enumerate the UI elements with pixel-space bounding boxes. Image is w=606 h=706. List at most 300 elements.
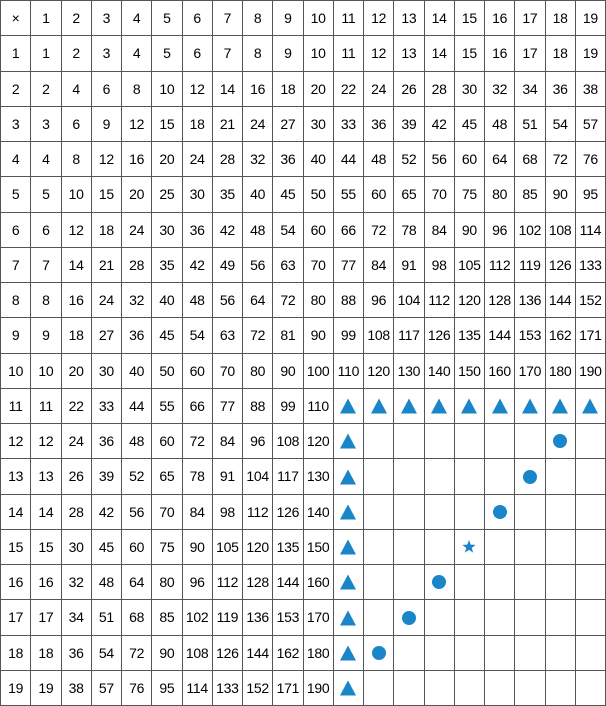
product-cell: 36 xyxy=(91,424,121,459)
product-cell xyxy=(333,670,363,705)
product-cell xyxy=(394,565,424,600)
product-cell: 102 xyxy=(515,212,545,247)
row-header: 8 xyxy=(1,283,31,318)
product-cell: 108 xyxy=(182,635,212,670)
triangle-icon xyxy=(339,503,357,521)
product-cell: 102 xyxy=(182,600,212,635)
product-cell: 45 xyxy=(91,529,121,564)
product-cell: 60 xyxy=(364,177,394,212)
product-cell: 112 xyxy=(424,283,454,318)
product-cell: 72 xyxy=(182,424,212,459)
product-cell: 110 xyxy=(333,353,363,388)
product-cell: 80 xyxy=(152,565,182,600)
row-header: 6 xyxy=(1,212,31,247)
product-cell: 36 xyxy=(61,635,91,670)
product-cell xyxy=(545,424,575,459)
product-cell: 16 xyxy=(485,36,515,71)
product-cell: 60 xyxy=(303,212,333,247)
product-cell: 51 xyxy=(515,106,545,141)
product-cell: 144 xyxy=(243,635,273,670)
product-cell xyxy=(515,600,545,635)
product-cell: 77 xyxy=(333,247,363,282)
circle-icon xyxy=(491,503,509,521)
product-cell: 14 xyxy=(424,36,454,71)
row-header: 2 xyxy=(1,71,31,106)
product-cell xyxy=(545,529,575,564)
product-cell: 128 xyxy=(485,283,515,318)
table-row xyxy=(1,459,606,494)
product-cell: 6 xyxy=(31,212,61,247)
product-cell xyxy=(515,424,545,459)
product-cell: 70 xyxy=(303,247,333,282)
product-cell: 77 xyxy=(212,388,242,423)
product-cell xyxy=(545,565,575,600)
product-cell xyxy=(454,388,484,423)
row-header: 12 xyxy=(1,424,31,459)
product-cell: 150 xyxy=(454,353,484,388)
product-cell: 2 xyxy=(31,71,61,106)
product-cell xyxy=(575,529,605,564)
product-cell: 45 xyxy=(454,106,484,141)
product-cell: 84 xyxy=(182,494,212,529)
product-cell: 15 xyxy=(152,106,182,141)
product-cell: 48 xyxy=(122,424,152,459)
product-cell: 42 xyxy=(91,494,121,529)
product-cell xyxy=(424,670,454,705)
row-header: 1 xyxy=(1,36,31,71)
product-cell: 126 xyxy=(273,494,303,529)
product-cell: 32 xyxy=(485,71,515,106)
corner-cell: × xyxy=(1,1,31,36)
product-cell xyxy=(545,494,575,529)
product-cell: 45 xyxy=(273,177,303,212)
product-cell: 8 xyxy=(122,71,152,106)
product-cell xyxy=(424,565,454,600)
product-cell: 99 xyxy=(273,388,303,423)
product-cell: 180 xyxy=(545,353,575,388)
product-cell xyxy=(364,565,394,600)
triangle-icon xyxy=(581,397,599,415)
product-cell: 9 xyxy=(273,36,303,71)
column-header: 5 xyxy=(152,1,182,36)
product-cell: 6 xyxy=(91,71,121,106)
product-cell xyxy=(394,494,424,529)
row-header: 14 xyxy=(1,494,31,529)
product-cell: 16 xyxy=(61,283,91,318)
product-cell xyxy=(545,670,575,705)
product-cell xyxy=(575,459,605,494)
product-cell: 28 xyxy=(61,494,91,529)
product-cell: 42 xyxy=(424,106,454,141)
product-cell: 9 xyxy=(91,106,121,141)
product-cell: 171 xyxy=(273,670,303,705)
product-cell: 54 xyxy=(273,212,303,247)
product-cell xyxy=(454,459,484,494)
product-cell: 85 xyxy=(515,177,545,212)
product-cell: 35 xyxy=(152,247,182,282)
product-cell: 90 xyxy=(182,529,212,564)
product-cell: 72 xyxy=(122,635,152,670)
column-header: 1 xyxy=(31,1,61,36)
table-row xyxy=(1,71,606,106)
product-cell: 4 xyxy=(61,71,91,106)
product-cell xyxy=(515,635,545,670)
table-row xyxy=(1,600,606,635)
product-cell: 72 xyxy=(364,212,394,247)
product-cell xyxy=(485,459,515,494)
product-cell: 120 xyxy=(454,283,484,318)
product-cell: 130 xyxy=(394,353,424,388)
product-cell: 28 xyxy=(122,247,152,282)
product-cell xyxy=(485,600,515,635)
triangle-icon xyxy=(339,432,357,450)
product-cell: 24 xyxy=(364,71,394,106)
product-cell: 52 xyxy=(122,459,152,494)
product-cell: 34 xyxy=(515,71,545,106)
product-cell: 144 xyxy=(485,318,515,353)
product-cell: 133 xyxy=(575,247,605,282)
product-cell: 190 xyxy=(575,353,605,388)
product-cell: 72 xyxy=(243,318,273,353)
product-cell: 18 xyxy=(31,635,61,670)
column-header: 19 xyxy=(575,1,605,36)
table-row xyxy=(1,247,606,282)
triangle-icon xyxy=(491,397,509,415)
product-cell: 119 xyxy=(212,600,242,635)
product-cell: 39 xyxy=(394,106,424,141)
product-cell xyxy=(424,424,454,459)
product-cell: 4 xyxy=(31,142,61,177)
product-cell: 95 xyxy=(152,670,182,705)
product-cell: 63 xyxy=(273,247,303,282)
product-cell: 32 xyxy=(61,565,91,600)
product-cell: 64 xyxy=(485,142,515,177)
product-cell: 104 xyxy=(243,459,273,494)
product-cell: 133 xyxy=(212,670,242,705)
product-cell xyxy=(424,529,454,564)
table-row xyxy=(1,177,606,212)
product-cell xyxy=(575,635,605,670)
triangle-icon xyxy=(339,609,357,627)
product-cell: 12 xyxy=(182,71,212,106)
product-cell: 7 xyxy=(212,36,242,71)
product-cell: 56 xyxy=(122,494,152,529)
product-cell: 52 xyxy=(394,142,424,177)
product-cell: 78 xyxy=(394,212,424,247)
column-header: 9 xyxy=(273,1,303,36)
product-cell xyxy=(515,529,545,564)
product-cell: 8 xyxy=(243,36,273,71)
product-cell: 48 xyxy=(243,212,273,247)
product-cell: 105 xyxy=(454,247,484,282)
product-cell: 68 xyxy=(122,600,152,635)
table-row xyxy=(1,388,606,423)
product-cell xyxy=(364,635,394,670)
product-cell: 40 xyxy=(122,353,152,388)
product-cell: 88 xyxy=(333,283,363,318)
product-cell: 30 xyxy=(61,529,91,564)
circle-icon xyxy=(430,573,448,591)
product-cell: 1 xyxy=(31,36,61,71)
product-cell xyxy=(394,529,424,564)
product-cell: 70 xyxy=(152,494,182,529)
product-cell: 136 xyxy=(515,283,545,318)
table-row xyxy=(1,106,606,141)
product-cell xyxy=(454,635,484,670)
product-cell: 140 xyxy=(424,353,454,388)
product-cell: 44 xyxy=(122,388,152,423)
product-cell: 55 xyxy=(333,177,363,212)
product-cell: 34 xyxy=(61,600,91,635)
product-cell: 105 xyxy=(212,529,242,564)
column-header: 11 xyxy=(333,1,363,36)
product-cell: 40 xyxy=(152,283,182,318)
triangle-icon xyxy=(430,397,448,415)
product-cell: 12 xyxy=(91,142,121,177)
product-cell: 24 xyxy=(91,283,121,318)
product-cell: 110 xyxy=(303,388,333,423)
column-header: 13 xyxy=(394,1,424,36)
product-cell: 96 xyxy=(485,212,515,247)
row-header: 3 xyxy=(1,106,31,141)
product-cell: 16 xyxy=(122,142,152,177)
product-cell: 75 xyxy=(152,529,182,564)
triangle-icon xyxy=(339,679,357,697)
product-cell xyxy=(575,600,605,635)
product-cell: 144 xyxy=(273,565,303,600)
product-cell: 76 xyxy=(122,670,152,705)
row-header: 9 xyxy=(1,318,31,353)
product-cell: 153 xyxy=(273,600,303,635)
product-cell: 108 xyxy=(545,212,575,247)
product-cell: 120 xyxy=(303,424,333,459)
product-cell: 32 xyxy=(122,283,152,318)
product-cell xyxy=(454,565,484,600)
product-cell: 38 xyxy=(575,71,605,106)
product-cell: 70 xyxy=(424,177,454,212)
product-cell: 28 xyxy=(212,142,242,177)
table-row xyxy=(1,635,606,670)
triangle-icon xyxy=(339,397,357,415)
product-cell: 119 xyxy=(515,247,545,282)
product-cell xyxy=(333,529,363,564)
product-cell: 12 xyxy=(31,424,61,459)
column-header: 3 xyxy=(91,1,121,36)
product-cell: 126 xyxy=(212,635,242,670)
product-cell: 17 xyxy=(31,600,61,635)
product-cell: 162 xyxy=(273,635,303,670)
product-cell xyxy=(394,388,424,423)
product-cell: 90 xyxy=(273,353,303,388)
product-cell: 60 xyxy=(182,353,212,388)
product-cell: 114 xyxy=(182,670,212,705)
product-cell: 30 xyxy=(91,353,121,388)
product-cell: 36 xyxy=(364,106,394,141)
product-cell: 90 xyxy=(152,635,182,670)
product-cell: 6 xyxy=(182,36,212,71)
product-cell: 160 xyxy=(303,565,333,600)
product-cell: 57 xyxy=(575,106,605,141)
product-cell: 144 xyxy=(545,283,575,318)
product-cell: 30 xyxy=(303,106,333,141)
product-cell: 15 xyxy=(454,36,484,71)
product-cell: 76 xyxy=(575,142,605,177)
product-cell: 130 xyxy=(303,459,333,494)
product-cell: 25 xyxy=(152,177,182,212)
product-cell: 114 xyxy=(575,212,605,247)
product-cell xyxy=(333,424,363,459)
product-cell: 50 xyxy=(152,353,182,388)
product-cell: 66 xyxy=(333,212,363,247)
product-cell: 112 xyxy=(243,494,273,529)
product-cell: 28 xyxy=(424,71,454,106)
product-cell xyxy=(575,670,605,705)
product-cell: 136 xyxy=(243,600,273,635)
column-header: 7 xyxy=(212,1,242,36)
product-cell: 128 xyxy=(243,565,273,600)
product-cell: 56 xyxy=(424,142,454,177)
product-cell: 64 xyxy=(122,565,152,600)
product-cell: 21 xyxy=(91,247,121,282)
product-cell: 84 xyxy=(424,212,454,247)
product-cell: 30 xyxy=(152,212,182,247)
product-cell: 15 xyxy=(91,177,121,212)
product-cell: 126 xyxy=(424,318,454,353)
product-cell: 3 xyxy=(91,36,121,71)
product-cell: 33 xyxy=(333,106,363,141)
product-cell xyxy=(424,600,454,635)
column-header: 8 xyxy=(243,1,273,36)
product-cell: 21 xyxy=(212,106,242,141)
product-cell: 170 xyxy=(303,600,333,635)
product-cell: 22 xyxy=(61,388,91,423)
product-cell xyxy=(333,565,363,600)
product-cell: 96 xyxy=(364,283,394,318)
row-header: 15 xyxy=(1,529,31,564)
product-cell xyxy=(454,670,484,705)
product-cell: 56 xyxy=(212,283,242,318)
column-header: 12 xyxy=(364,1,394,36)
product-cell: 15 xyxy=(31,529,61,564)
product-cell: 24 xyxy=(122,212,152,247)
product-cell: 14 xyxy=(31,494,61,529)
product-cell: 60 xyxy=(122,529,152,564)
product-cell: 8 xyxy=(61,142,91,177)
circle-icon xyxy=(551,432,569,450)
product-cell: 42 xyxy=(212,212,242,247)
product-cell: 90 xyxy=(303,318,333,353)
product-cell: 57 xyxy=(91,670,121,705)
row-header: 19 xyxy=(1,670,31,705)
column-header: 17 xyxy=(515,1,545,36)
product-cell: 160 xyxy=(485,353,515,388)
product-cell xyxy=(515,459,545,494)
product-cell: 2 xyxy=(61,36,91,71)
product-cell: 72 xyxy=(545,142,575,177)
product-cell: 10 xyxy=(152,71,182,106)
circle-icon xyxy=(400,609,418,627)
product-cell: 36 xyxy=(273,142,303,177)
triangle-icon xyxy=(551,397,569,415)
product-cell: 135 xyxy=(273,529,303,564)
table-row xyxy=(1,36,606,71)
column-header: 16 xyxy=(485,1,515,36)
product-cell: 78 xyxy=(182,459,212,494)
product-cell xyxy=(364,670,394,705)
product-cell: 117 xyxy=(394,318,424,353)
product-cell: 36 xyxy=(545,71,575,106)
product-cell: 70 xyxy=(212,353,242,388)
product-cell xyxy=(485,388,515,423)
product-cell: 27 xyxy=(273,106,303,141)
product-cell: 30 xyxy=(182,177,212,212)
product-cell: 22 xyxy=(333,71,363,106)
product-cell: 8 xyxy=(31,283,61,318)
row-header: 16 xyxy=(1,565,31,600)
product-cell xyxy=(394,459,424,494)
triangle-icon xyxy=(339,573,357,591)
product-cell: 40 xyxy=(243,177,273,212)
product-cell: 72 xyxy=(273,283,303,318)
product-cell: 49 xyxy=(212,247,242,282)
product-cell: 33 xyxy=(91,388,121,423)
product-cell: 24 xyxy=(61,424,91,459)
product-cell: 171 xyxy=(575,318,605,353)
product-cell xyxy=(575,388,605,423)
product-cell: 150 xyxy=(303,529,333,564)
product-cell: 10 xyxy=(61,177,91,212)
triangle-icon xyxy=(400,397,418,415)
table-row xyxy=(1,353,606,388)
product-cell: 152 xyxy=(243,670,273,705)
product-cell xyxy=(424,635,454,670)
table-row xyxy=(1,318,606,353)
product-cell: 108 xyxy=(273,424,303,459)
product-cell: 18 xyxy=(61,318,91,353)
product-cell: 135 xyxy=(454,318,484,353)
triangle-icon xyxy=(339,468,357,486)
column-header: 4 xyxy=(122,1,152,36)
product-cell xyxy=(485,529,515,564)
product-cell xyxy=(333,494,363,529)
product-cell: 80 xyxy=(485,177,515,212)
product-cell: 14 xyxy=(61,247,91,282)
product-cell: 45 xyxy=(152,318,182,353)
product-cell: 98 xyxy=(424,247,454,282)
row-header: 17 xyxy=(1,600,31,635)
product-cell: 60 xyxy=(152,424,182,459)
row-header: 11 xyxy=(1,388,31,423)
product-cell: 7 xyxy=(31,247,61,282)
product-cell: 24 xyxy=(182,142,212,177)
product-cell: 20 xyxy=(303,71,333,106)
column-header: 14 xyxy=(424,1,454,36)
product-cell: 84 xyxy=(364,247,394,282)
product-cell: 35 xyxy=(212,177,242,212)
circle-icon xyxy=(521,468,539,486)
product-cell: 180 xyxy=(303,635,333,670)
product-cell: 96 xyxy=(182,565,212,600)
product-cell: 120 xyxy=(243,529,273,564)
product-cell: 5 xyxy=(31,177,61,212)
product-cell xyxy=(394,424,424,459)
row-header: 10 xyxy=(1,353,31,388)
product-cell: 13 xyxy=(394,36,424,71)
product-cell: 54 xyxy=(545,106,575,141)
product-cell xyxy=(454,494,484,529)
product-cell: 40 xyxy=(303,142,333,177)
product-cell: 24 xyxy=(243,106,273,141)
